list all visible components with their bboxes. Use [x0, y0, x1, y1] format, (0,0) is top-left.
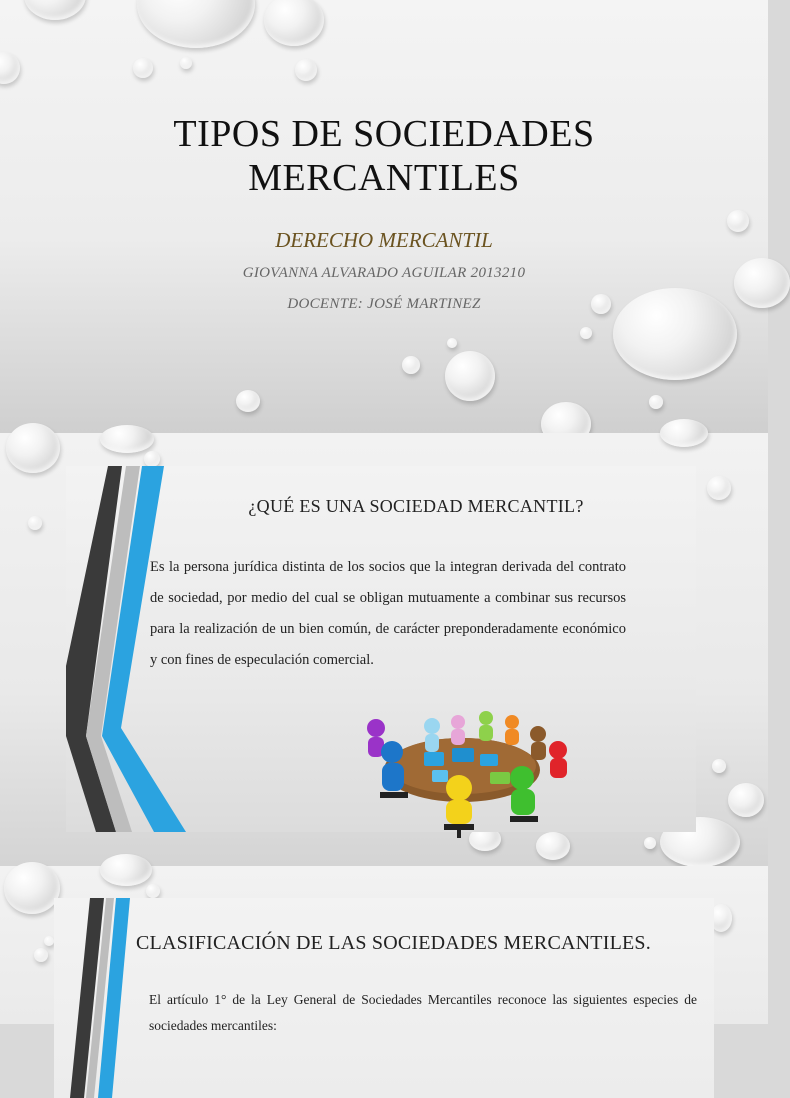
water-drop	[644, 837, 656, 849]
water-drop	[28, 516, 42, 530]
water-drop	[133, 58, 153, 78]
definition-paragraph: Es la persona jurídica distinta de los socios que la integran derivada del contrato de sociedad, por medio del cual se obligan mutuamente a combinar sus recursos para la realización de un bien común, de carácter preponderadamente económico y con fines de especulación comercial.	[150, 559, 626, 668]
accent-stripes	[54, 898, 134, 1098]
water-drop	[4, 862, 60, 914]
water-drop	[6, 423, 60, 473]
author-line: GIOVANNA ALVARADO AGUILAR 2013210	[242, 265, 526, 281]
water-drop	[264, 0, 324, 46]
water-drop	[660, 419, 708, 447]
water-drop	[712, 759, 726, 773]
water-drop	[44, 936, 54, 946]
water-drop	[707, 476, 731, 500]
water-drop	[447, 338, 457, 348]
title-line-1: TIPOS DE SOCIEDADES	[173, 113, 595, 155]
team-meeting-puzzle-icon	[362, 688, 562, 838]
classification-slide[interactable]	[0, 866, 768, 1033]
water-drop	[100, 854, 152, 886]
water-drop	[0, 52, 20, 84]
water-drop	[137, 0, 255, 48]
water-drop	[100, 425, 154, 453]
water-drop	[180, 57, 192, 69]
title-line-2: MERCANTILES	[248, 157, 520, 199]
water-drop	[236, 390, 260, 412]
slide-heading: ¿QUÉ ES UNA SOCIEDAD MERCANTIL?	[248, 496, 584, 516]
water-drop	[24, 0, 86, 20]
classification-paragraph: El artículo 1° de la Ley General de Sociedades Mercantiles reconoce las siguientes especies de sociedades mercantiles:	[149, 992, 697, 1033]
slide-subtitle: DERECHO MERCANTIL	[275, 228, 493, 252]
water-drop	[144, 451, 160, 467]
water-drop	[580, 327, 592, 339]
slide-title	[0, 112, 768, 200]
water-drop	[34, 948, 48, 962]
water-drop	[295, 59, 317, 81]
content-card	[54, 898, 714, 1098]
water-drop	[728, 783, 764, 817]
definition-slide[interactable]	[0, 433, 768, 866]
title-slide[interactable]	[0, 0, 768, 433]
water-drop	[146, 884, 160, 898]
slide-heading: CLASIFICACIÓN DE LAS SOCIEDADES MERCANTILES.	[136, 932, 651, 954]
teacher-line: DOCENTE: JOSÉ MARTINEZ	[287, 296, 481, 312]
content-card	[66, 466, 696, 832]
water-drop	[445, 351, 495, 401]
water-drop	[402, 356, 420, 374]
water-drop	[649, 395, 663, 409]
